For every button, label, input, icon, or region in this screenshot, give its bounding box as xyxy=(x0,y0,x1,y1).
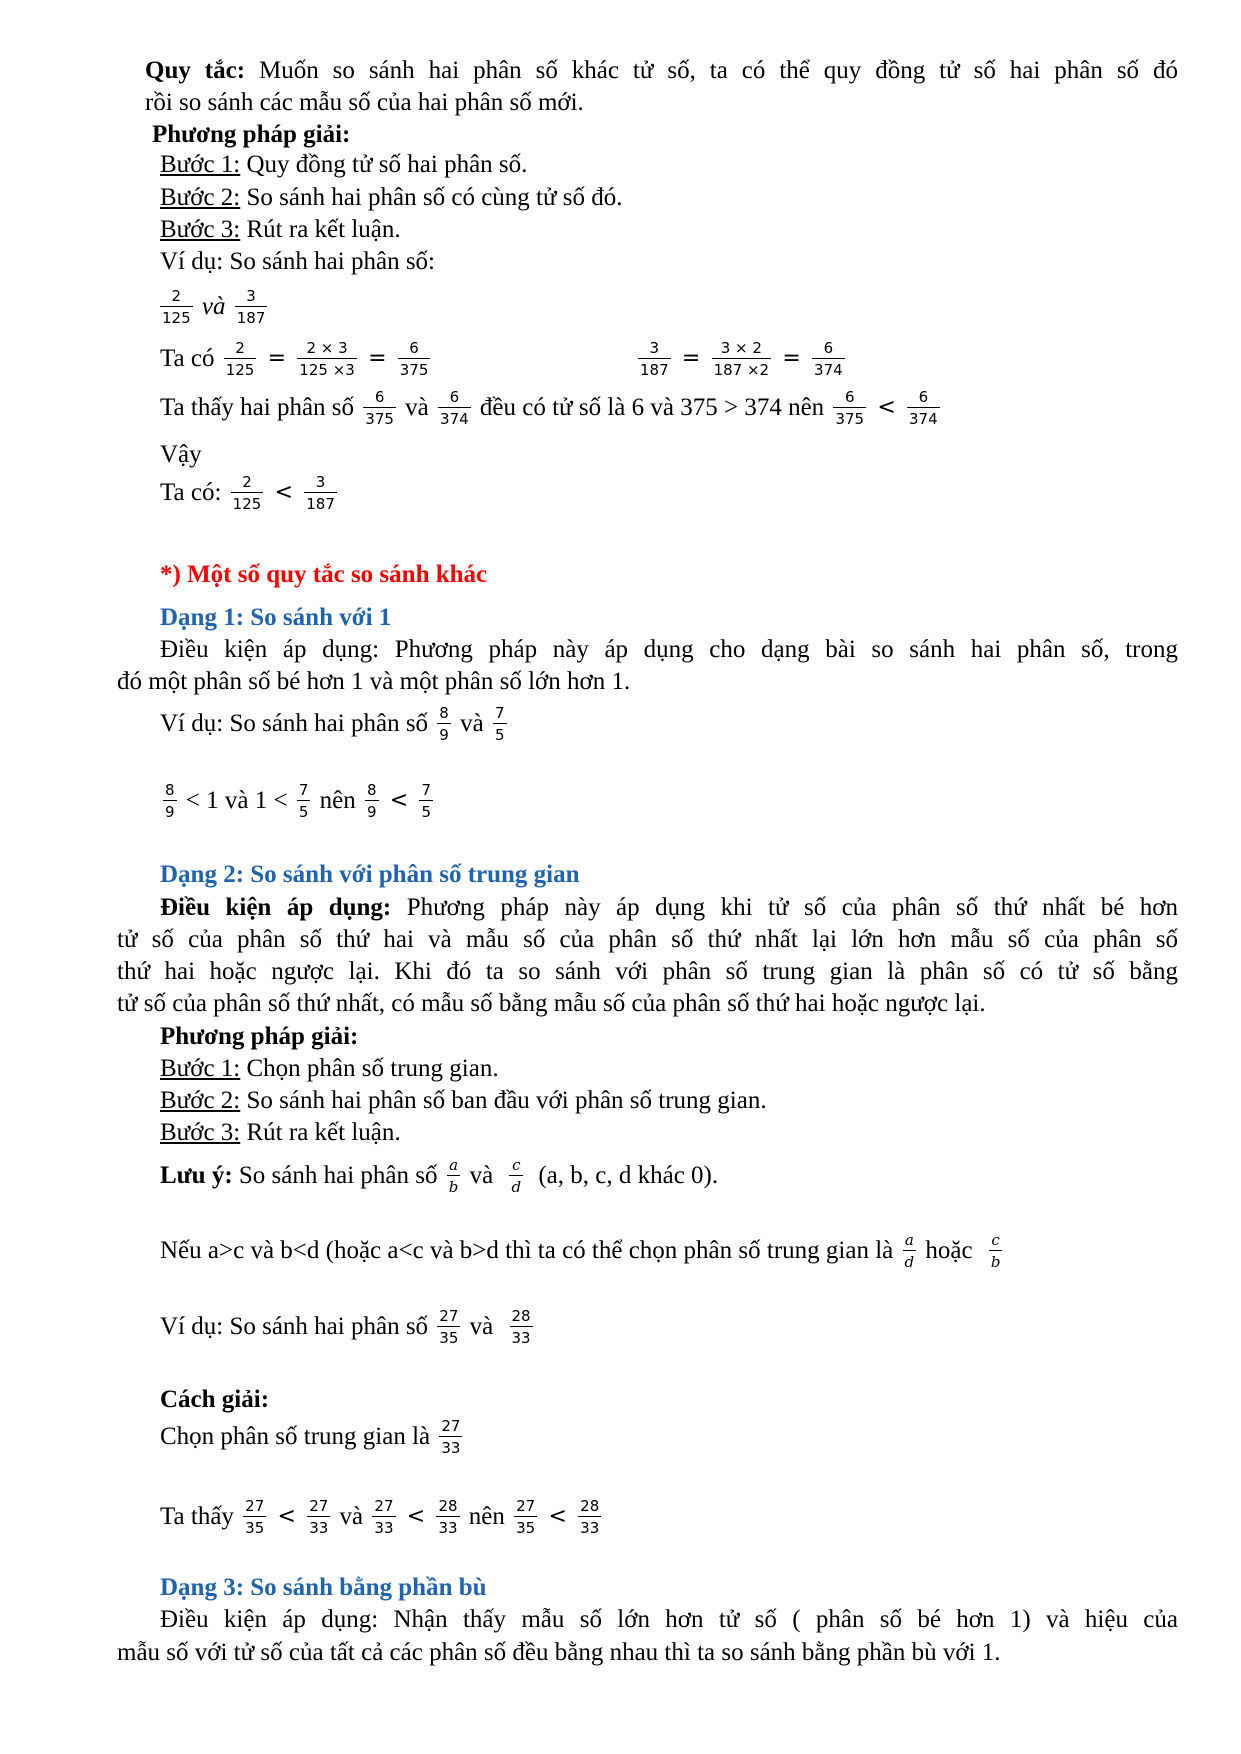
fraction xyxy=(437,1308,460,1346)
text-run: Quy đồng tử số hai phân số. xyxy=(240,151,528,178)
numerator: 2 xyxy=(224,340,257,359)
text-run: nên xyxy=(468,1503,505,1530)
denominator: 187 xyxy=(640,361,669,379)
text-run: < xyxy=(389,788,409,813)
dang1-result xyxy=(160,782,436,820)
numerator: 6 xyxy=(438,389,471,408)
numerator: 3 xyxy=(638,340,671,359)
dang2-step2 xyxy=(160,1086,767,1116)
fraction xyxy=(514,1498,537,1536)
text-run: < xyxy=(274,480,293,505)
denominator: b xyxy=(448,1178,459,1196)
dang2-if xyxy=(160,1232,1005,1270)
numerator: 27 xyxy=(516,1497,536,1515)
denominator: 35 xyxy=(516,1519,536,1537)
text-run: < xyxy=(406,1504,426,1529)
text-run: và xyxy=(339,1503,364,1530)
text-run: (a, b, c, d khác 0). xyxy=(538,1162,719,1189)
text-run: Ta thấy hai phân số xyxy=(160,394,355,421)
denominator: 33 xyxy=(374,1519,394,1537)
denominator: 375 xyxy=(835,410,865,428)
denominator: 5 xyxy=(494,726,505,744)
fraction xyxy=(439,1418,462,1456)
denominator: 33 xyxy=(580,1519,600,1537)
dang3-heading: Dạng 3: So sánh bằng phần bù xyxy=(160,1574,487,1601)
fraction xyxy=(307,1498,330,1536)
fraction xyxy=(297,782,311,820)
method1-heading: Phương pháp giải: xyxy=(152,121,351,148)
text-run: nên xyxy=(319,787,356,814)
fraction xyxy=(510,1308,533,1346)
fraction xyxy=(297,340,357,378)
fraction xyxy=(989,1232,1003,1270)
text-run: Bước 2: xyxy=(160,184,241,211)
numerator: 3 xyxy=(235,288,268,307)
dang2-choose xyxy=(160,1418,465,1456)
denominator: 9 xyxy=(165,803,175,821)
numerator: 8 xyxy=(165,781,175,799)
text-run: So sánh hai phân số có cùng tử số đó. xyxy=(240,184,623,211)
numerator: 7 xyxy=(494,704,505,722)
numerator: c xyxy=(509,1157,523,1176)
dang1-cond-2: đó một phân số bé hơn 1 và một phân số lớn hơn 1. xyxy=(117,668,631,695)
numerator: 6 xyxy=(833,389,866,408)
text-run: Rút ra kết luận. xyxy=(240,216,401,243)
numerator: 3 × 2 xyxy=(712,340,772,359)
dang2-note xyxy=(160,1157,718,1195)
numerator: 6 xyxy=(398,340,431,359)
fraction xyxy=(509,1157,523,1195)
numerator: 8 xyxy=(439,704,449,722)
denominator: 374 xyxy=(440,410,469,428)
dang2-cond-2: tử số của phân số thứ hai và mẫu số của phân số thứ nhất lại lớn hơn mẫu số của phân số xyxy=(117,926,1178,953)
fraction xyxy=(712,340,772,378)
fraction xyxy=(438,389,471,427)
numerator: 6 xyxy=(907,389,940,408)
fraction xyxy=(833,389,866,427)
fraction xyxy=(243,1498,266,1536)
fraction xyxy=(907,389,940,427)
rule-text-1: Muốn so sánh hai phân số khác tử số, ta có thể quy đồng tử số hai phân số đó xyxy=(245,57,1178,84)
rule-line-1 xyxy=(145,56,1178,86)
numerator: a xyxy=(903,1232,917,1251)
numerator: 28 xyxy=(580,1497,600,1515)
fraction xyxy=(638,340,671,378)
numerator: 27 xyxy=(441,1417,461,1435)
text-run: Rút ra kết luận. xyxy=(240,1119,401,1146)
fraction xyxy=(363,389,396,427)
denominator: 374 xyxy=(909,410,938,428)
text-run: < xyxy=(277,1504,296,1529)
denominator: 5 xyxy=(298,803,309,821)
text-run: = xyxy=(782,346,801,371)
text-run: hoặc xyxy=(925,1237,973,1264)
fraction xyxy=(436,1498,459,1536)
text-run: đều có tử số là 6 và 375 > 374 nên xyxy=(479,394,825,421)
dang2-step1 xyxy=(160,1054,499,1084)
text-run: và xyxy=(405,394,429,421)
text-run: và xyxy=(469,1313,494,1340)
denominator: d xyxy=(904,1253,915,1271)
denominator: 33 xyxy=(309,1519,329,1537)
text-run: Nếu a>c và b<d (hoặc a<c và b>d thì ta có thể chọn phân số trung gian là xyxy=(160,1237,894,1264)
fraction xyxy=(903,1232,917,1270)
text-run: = xyxy=(267,346,287,371)
dang2-example xyxy=(160,1308,536,1346)
dang1-heading: Dạng 1: So sánh với 1 xyxy=(160,604,392,631)
text-run: Bước 3: xyxy=(160,1119,241,1146)
text-run: So sánh hai phân số ban đầu với phân số trung gian. xyxy=(240,1087,767,1114)
text-run: Lưu ý: xyxy=(160,1162,233,1189)
method1-calc-left xyxy=(160,340,433,378)
denominator: 9 xyxy=(367,803,377,821)
method1-step3 xyxy=(160,215,401,245)
numerator: 7 xyxy=(421,781,432,799)
text-run: < xyxy=(877,395,896,420)
fraction xyxy=(224,340,257,378)
dang2-cond-4: tử số của phân số thứ nhất, có mẫu số bằng mẫu số của phân số thứ hai hoặc ngược lại. xyxy=(117,990,986,1017)
denominator: 187 xyxy=(306,495,335,513)
method1-calc-right xyxy=(635,340,848,378)
dang1-cond-1: Điều kiện áp dụng: Phương pháp này áp dụng cho dạng bài so sánh hai phân số, trong xyxy=(160,636,1178,663)
denominator: 187 xyxy=(236,309,266,327)
denominator: 33 xyxy=(438,1519,458,1537)
method1-vay: Vậy xyxy=(160,441,202,468)
text-run: Bước 3: xyxy=(160,216,241,243)
numerator: c xyxy=(989,1232,1003,1251)
method1-example-intro: Ví dụ: So sánh hai phân số: xyxy=(160,248,435,275)
fraction xyxy=(235,288,268,326)
numerator: 6 xyxy=(812,340,845,359)
denominator: d xyxy=(511,1178,522,1196)
fraction xyxy=(437,705,451,743)
text-run: So sánh hai phân số xyxy=(232,1162,438,1189)
numerator: 27 xyxy=(245,1497,265,1515)
text-run: Phương pháp này áp dụng khi tử số của phân số thứ nhất bé hơn xyxy=(391,894,1178,921)
method1-step1 xyxy=(160,150,527,180)
numerator: 27 xyxy=(439,1307,459,1325)
fraction xyxy=(365,782,379,820)
numerator: 2 xyxy=(160,288,193,307)
dang2-heading: Dạng 2: So sánh với phân số trung gian xyxy=(160,861,580,888)
fraction xyxy=(160,288,193,326)
fraction xyxy=(419,782,433,820)
denominator: 33 xyxy=(511,1329,531,1347)
method1-step2 xyxy=(160,183,623,213)
text-run: và xyxy=(469,1162,494,1189)
denominator: 375 xyxy=(365,410,394,428)
numerator: 8 xyxy=(367,781,377,799)
numerator: a xyxy=(447,1157,461,1176)
text-run: Bước 1: xyxy=(160,1055,241,1082)
denominator: 35 xyxy=(245,1519,265,1537)
text-run: Ví dụ: So sánh hai phân số xyxy=(160,1313,429,1340)
dang3-cond-1: Điều kiện áp dụng: Nhận thấy mẫu số lớn hơn tử số ( phân số bé hơn 1) và hiệu của xyxy=(160,1606,1178,1633)
denominator: 125 xyxy=(225,361,255,379)
fraction xyxy=(163,782,177,820)
rule-line-2: rồi so sánh các mẫu số của hai phân số mới. xyxy=(145,89,584,116)
denominator: 125 xyxy=(232,495,262,513)
text-run: < xyxy=(548,1504,567,1529)
fraction xyxy=(304,474,337,512)
dang2-step3 xyxy=(160,1118,401,1148)
denominator: 35 xyxy=(439,1329,459,1347)
denominator: 9 xyxy=(439,726,449,744)
other-rules-heading: *) Một số quy tắc so sánh khác xyxy=(160,561,488,588)
text-run: Ta có: xyxy=(160,479,222,506)
fraction xyxy=(493,705,507,743)
denominator: 375 xyxy=(399,361,429,379)
text-run: Chọn phân số trung gian là xyxy=(160,1423,431,1450)
text-run: = xyxy=(368,346,387,371)
text-run: Ta có xyxy=(160,345,215,372)
numerator: 28 xyxy=(438,1497,458,1515)
dang1-example xyxy=(160,705,510,743)
numerator: 2 xyxy=(231,474,264,493)
numerator: 3 xyxy=(304,474,337,493)
method1-conclusion xyxy=(160,474,340,512)
denominator: 5 xyxy=(421,803,432,821)
dang2-cond-1 xyxy=(160,893,1178,923)
dang3-cond-2: mẫu số với tử số của tất cả các phân số đều bằng nhau thì ta so sánh bằng phần bù với 1. xyxy=(117,1639,1001,1666)
text-run: và xyxy=(460,710,484,737)
text-run: Ta thấy xyxy=(160,1503,234,1530)
text-run: = xyxy=(681,346,701,371)
text-run: Chọn phân số trung gian. xyxy=(240,1055,499,1082)
fraction xyxy=(578,1498,601,1536)
text-run: Bước 1: xyxy=(160,151,241,178)
text-run: < 1 và 1 < xyxy=(185,787,288,814)
denominator: 33 xyxy=(441,1439,461,1457)
numerator: 28 xyxy=(511,1307,531,1325)
dang2-cond-3: thứ hai hoặc ngược lại. Khi đó ta so sánh với phân số trung gian là phân số có tử số bằng xyxy=(117,958,1178,985)
numerator: 2 × 3 xyxy=(297,340,357,359)
fraction xyxy=(447,1157,461,1195)
fraction xyxy=(398,340,431,378)
text-run: Điều kiện áp dụng: xyxy=(160,894,392,921)
text-run: Ví dụ: So sánh hai phân số xyxy=(160,710,429,737)
method1-example-fractions xyxy=(157,288,270,326)
denominator: 125 ×3 xyxy=(299,361,355,379)
fraction xyxy=(812,340,845,378)
numerator: 7 xyxy=(298,781,309,799)
denominator: b xyxy=(990,1253,1001,1271)
fraction xyxy=(372,1498,395,1536)
denominator: 187 ×2 xyxy=(713,361,770,379)
numerator: 27 xyxy=(309,1497,329,1515)
numerator: 6 xyxy=(363,389,396,408)
text-run: Bước 2: xyxy=(160,1087,241,1114)
numerator: 27 xyxy=(374,1497,394,1515)
dang2-solution-heading: Cách giải: xyxy=(160,1386,270,1413)
dang2-method-heading: Phương pháp giải: xyxy=(160,1023,359,1050)
denominator: 125 xyxy=(162,309,191,327)
dang2-observation xyxy=(160,1498,604,1536)
fraction xyxy=(231,474,264,512)
denominator: 374 xyxy=(814,361,843,379)
method1-observation xyxy=(160,389,943,427)
text-run: và xyxy=(201,293,226,320)
rule-label: Quy tắc: xyxy=(145,57,246,84)
